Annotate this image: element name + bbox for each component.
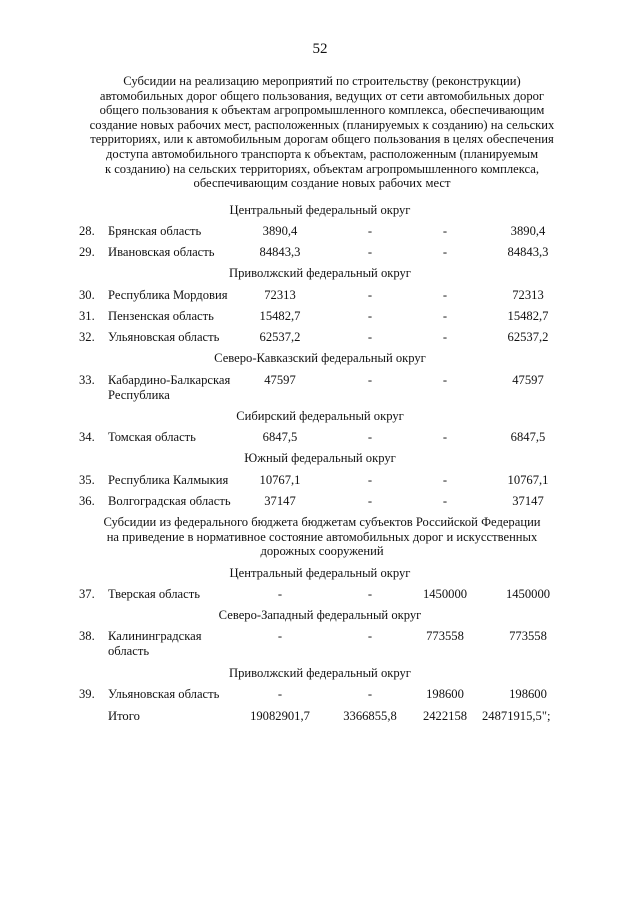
value-col1: 6847,5 — [262, 430, 298, 444]
value-col1: - — [277, 587, 283, 601]
heading-line: обеспечивающим создание новых рабочих мест — [193, 176, 451, 191]
district-heading-northwest: Северо-Западный федеральный округ — [218, 608, 422, 622]
value-col1: 3890,4 — [262, 224, 298, 238]
district-heading-siberian: Сибирский федеральный округ — [236, 409, 404, 423]
value-col3: - — [442, 288, 448, 302]
row-number: 29. — [79, 245, 95, 259]
value-col4: 47597 — [512, 373, 544, 387]
total-label: Итого — [108, 709, 140, 723]
region-name: Брянская область — [108, 224, 202, 238]
value-col2: - — [367, 494, 373, 508]
total-row — [0, 709, 640, 739]
value-col3: - — [442, 473, 448, 487]
value-col1: 84843,3 — [259, 245, 301, 259]
value-col3: - — [442, 373, 448, 387]
value-col1: 62537,2 — [259, 330, 301, 344]
value-col4: 3890,4 — [510, 224, 546, 238]
heading-line: автомобильных дорог общего пользования, ведущих от сети автомобильных дорог — [99, 88, 545, 103]
row-number: 34. — [79, 430, 95, 444]
value-col4: 10767,1 — [507, 473, 549, 487]
section1-heading — [82, 74, 562, 191]
row-number: 31. — [79, 309, 95, 323]
region-name: Ульяновская область — [108, 330, 220, 344]
value-col1: 72313 — [264, 288, 296, 302]
row-number: 35. — [79, 473, 95, 487]
total-col4: 24871915,5"; — [482, 709, 551, 723]
page-number: 52 — [312, 41, 328, 57]
value-col4: 37147 — [512, 494, 544, 508]
section2-heading — [82, 515, 562, 559]
value-col2: - — [367, 330, 373, 344]
row-number: 37. — [79, 587, 95, 601]
value-col2: - — [367, 430, 373, 444]
value-col2: - — [367, 309, 373, 323]
value-col3: - — [442, 245, 448, 259]
heading-line: территориях, или к автомобильным дорогам общего пользования в целях обеспечения — [90, 132, 554, 147]
total-col3: 2422158 — [422, 709, 468, 723]
heading-line: на приведение в нормативное состояние автомобильных дорог и искусственных — [106, 529, 538, 544]
value-col1: 37147 — [264, 494, 296, 508]
value-col3: - — [442, 494, 448, 508]
row-number: 36. — [79, 494, 95, 508]
row-number: 28. — [79, 224, 95, 238]
region-name: Томская область — [108, 430, 196, 444]
heading-line: общего пользования к объектам агропромышленного комплекса, обеспечивающим — [99, 103, 545, 118]
value-col3: - — [442, 309, 448, 323]
value-col2: - — [367, 288, 373, 302]
value-col1: - — [277, 629, 283, 643]
heading-line: создание новых рабочих мест, расположенных (планируемых к созданию) на сельских — [89, 117, 555, 132]
value-col2: - — [367, 629, 373, 643]
value-col2: - — [367, 587, 373, 601]
district-heading-central: Центральный федеральный округ — [229, 203, 411, 217]
region-name: Ульяновская область — [108, 687, 220, 701]
total-col1: 19082901,7 — [250, 709, 310, 723]
value-col3: 198600 — [426, 687, 464, 701]
value-col2: - — [367, 245, 373, 259]
value-col4: 6847,5 — [510, 430, 546, 444]
value-col4: 84843,3 — [507, 245, 549, 259]
row-number: 33. — [79, 373, 95, 387]
district-heading-volga: Приволжский федеральный округ — [229, 266, 411, 280]
value-col2: - — [367, 224, 373, 238]
value-col4: 1450000 — [505, 587, 551, 601]
value-col2: - — [367, 687, 373, 701]
heading-line: к созданию) на сельских территориях, объектам агропромышленного комплекса, — [104, 161, 540, 176]
heading-line: доступа автомобильного транспорта к объектам, расположенным (планируемым — [105, 146, 539, 161]
value-col4: 15482,7 — [507, 309, 549, 323]
region-name: Волгоградская область — [108, 494, 231, 508]
value-col2: - — [367, 373, 373, 387]
value-col4: 198600 — [509, 687, 547, 701]
value-col3: - — [442, 430, 448, 444]
value-col2: - — [367, 473, 373, 487]
value-col3: - — [442, 330, 448, 344]
district-heading-southern: Южный федеральный округ — [244, 451, 396, 465]
value-col4: 72313 — [512, 288, 544, 302]
region-name: Республика Мордовия — [108, 288, 228, 302]
table-row — [0, 373, 640, 403]
heading-line: дорожных сооружений — [260, 544, 384, 559]
heading-line: Субсидии на реализацию мероприятий по строительству (реконструкции) — [123, 74, 521, 88]
total-col2: 3366855,8 — [343, 709, 397, 723]
district-heading-north-caucasus: Северо-Кавказский федеральный округ — [214, 351, 426, 365]
region-name: Тверская область — [108, 587, 200, 601]
region-name: Кабардино-Балкарская Республика — [108, 373, 231, 402]
row-number: 32. — [79, 330, 95, 344]
row-number: 30. — [79, 288, 95, 302]
region-name: Пензенская область — [108, 309, 214, 323]
value-col3: 1450000 — [422, 587, 468, 601]
row-number: 38. — [79, 629, 95, 643]
value-col1: 10767,1 — [259, 473, 301, 487]
value-col4: 62537,2 — [507, 330, 549, 344]
heading-line: Субсидии из федерального бюджета бюджетам субъектов Российской Федерации — [103, 515, 541, 529]
value-col1: 47597 — [264, 373, 296, 387]
region-name: Республика Калмыкия — [108, 473, 229, 487]
value-col1: - — [277, 687, 283, 701]
district-heading-central: Центральный федеральный округ — [229, 566, 411, 580]
value-col1: 15482,7 — [259, 309, 301, 323]
region-name: Ивановская область — [108, 245, 215, 259]
district-heading-volga: Приволжский федеральный округ — [229, 666, 411, 680]
value-col4: 773558 — [509, 629, 547, 643]
row-number: 39. — [79, 687, 95, 701]
value-col3: 773558 — [426, 629, 464, 643]
region-name: Калининградская область — [108, 629, 202, 658]
table-row — [0, 629, 640, 659]
value-col3: - — [442, 224, 448, 238]
